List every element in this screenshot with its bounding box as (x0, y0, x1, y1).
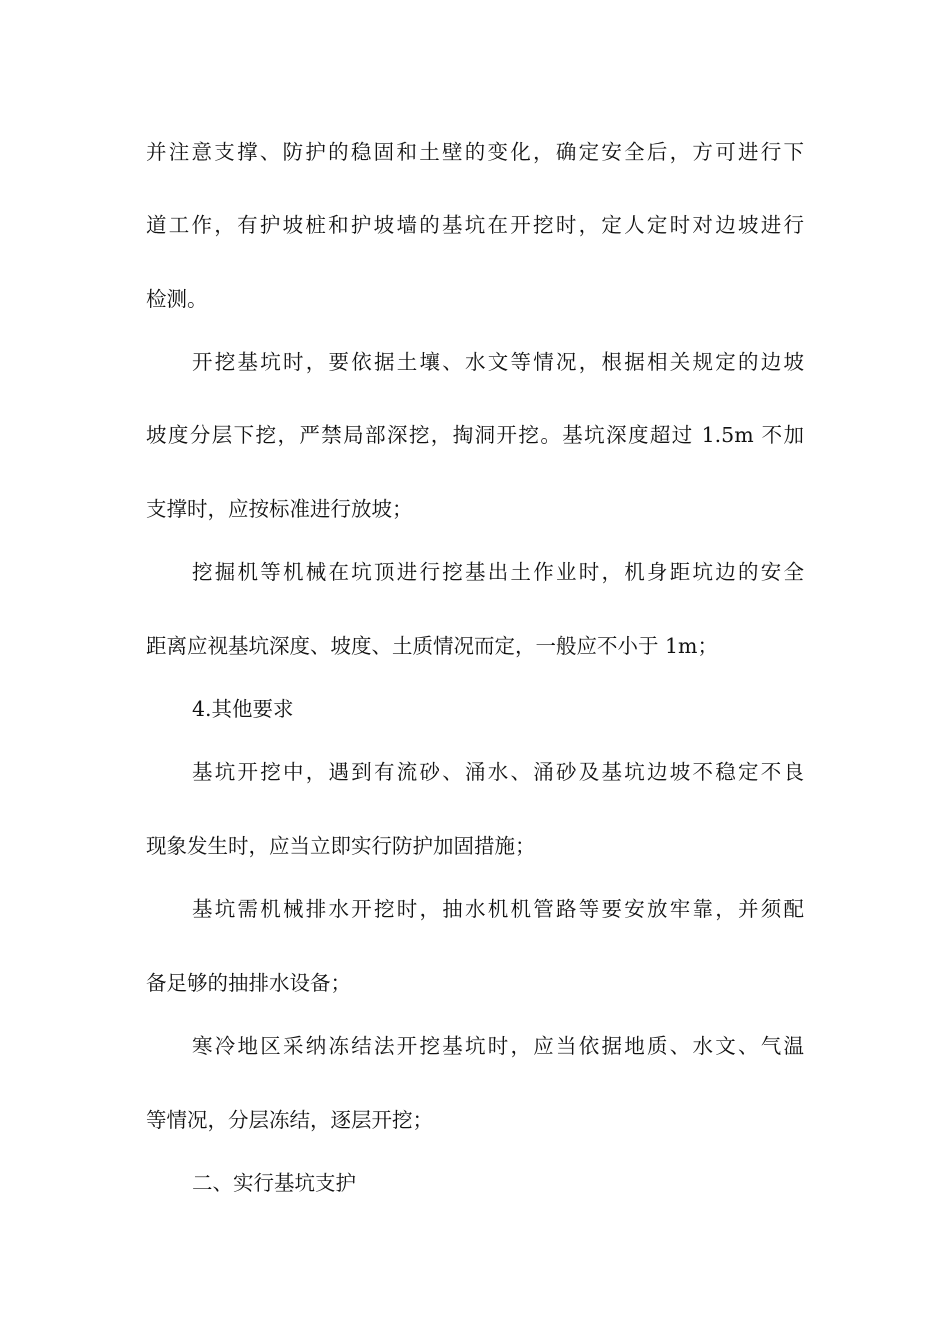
text-line: 坡度分层下挖，严禁局部深挖，掏洞开挖。基坑深度超过 1.5m 不加 (146, 423, 804, 447)
text-line: 备足够的抽排水设备； (146, 971, 351, 995)
section-heading: 4.其他要求 (192, 697, 294, 721)
text-line: 道工作，有护坡桩和护坡墙的基坑在开挖时，定人定时对边坡进行 (146, 213, 804, 237)
text-line: 现象发生时，应当立即实行防护加固措施； (146, 834, 536, 858)
text-line: 并注意支撑、防护的稳固和土壁的变化，确定安全后，方可进行下 (146, 140, 804, 164)
text-line: 检测。 (146, 287, 208, 311)
text-line: 距离应视基坑深度、坡度、土质情况而定，一般应不小于 1m； (146, 634, 718, 658)
section-heading: 二、实行基坑支护 (192, 1171, 356, 1195)
paragraph-first-line: 挖掘机等机械在坑顶进行挖基出土作业时，机身距坑边的安全 (192, 560, 804, 584)
text-line: 等情况，分层冻结，逐层开挖； (146, 1108, 433, 1132)
paragraph-first-line: 基坑需机械排水开挖时，抽水机机管路等要安放牢靠，并须配 (192, 897, 804, 921)
paragraph-first-line: 基坑开挖中，遇到有流砂、涌水、涌砂及基坑边坡不稳定不良 (192, 760, 804, 784)
text-line: 支撑时，应按标准进行放坡； (146, 497, 413, 521)
paragraph-first-line: 寒冷地区采纳冻结法开挖基坑时，应当依据地质、水文、气温 (192, 1034, 804, 1058)
paragraph-first-line: 开挖基坑时，要依据土壤、水文等情况，根据相关规定的边坡 (192, 350, 804, 374)
